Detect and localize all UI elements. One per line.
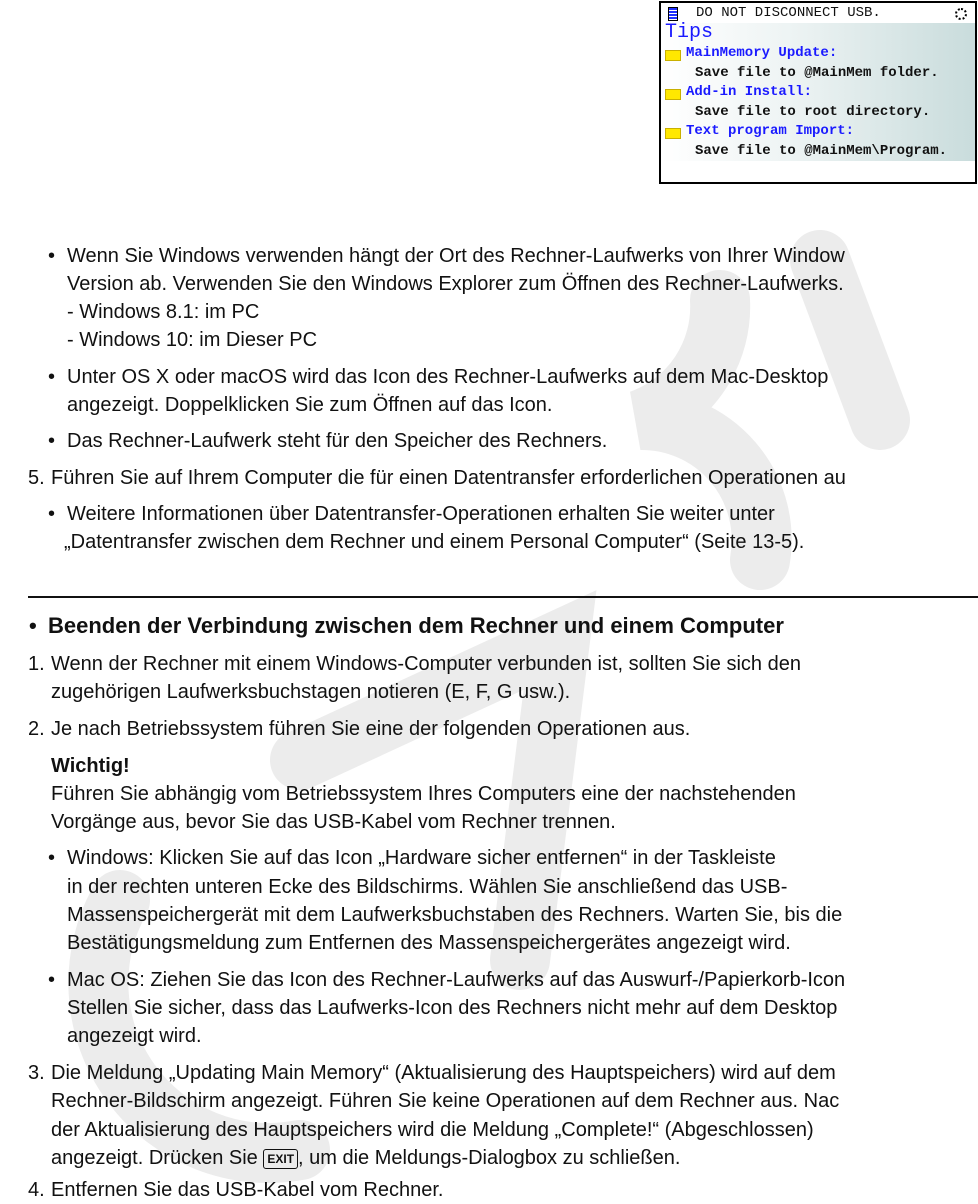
bullet: •: [48, 969, 56, 991]
pointer-icon: [665, 50, 681, 61]
text-line: Führen Sie auf Ihrem Computer die für einen Datentransfer erforderlichen Operationen au: [51, 467, 846, 489]
pointer-icon: [665, 128, 681, 139]
text-line-with-key: [51, 1146, 680, 1170]
text-line: in der rechten unteren Ecke des Bildschirms. Wählen Sie anschließend das USB-: [67, 876, 788, 898]
battery-icon: [668, 7, 678, 21]
bullet: •: [29, 613, 37, 638]
text-line: - Windows 10: im Dieser PC: [67, 329, 318, 351]
tip-detail: Save file to root directory.: [695, 104, 931, 120]
exit-key-icon: EXIT: [263, 1149, 298, 1169]
text-line: Die Meldung „Updating Main Memory“ (Aktualisierung des Hauptspeichers) wird auf dem: [51, 1062, 836, 1084]
step-number: 3.: [28, 1062, 45, 1084]
text-line: „Datentransfer zwischen dem Rechner und einem Personal Computer“ (Seite 13-5).: [64, 531, 805, 553]
step-number: 4.: [28, 1179, 45, 1201]
bullet: •: [48, 430, 56, 452]
text-line: Weitere Informationen über Datentransfer-Operationen erhalten Sie weiter unter: [67, 503, 775, 525]
bullet: •: [48, 366, 56, 388]
text-line: Vorgänge aus, bevor Sie das USB-Kabel vom Rechner trennen.: [51, 811, 616, 833]
text-line: Wenn Sie Windows verwenden hängt der Ort des Rechner-Laufwerks von Ihrer Window: [67, 245, 845, 267]
important-label: Wichtig!: [51, 755, 130, 777]
text-line: Wenn der Rechner mit einem Windows-Computer verbunden ist, sollten Sie sich den: [51, 653, 801, 675]
calculator-screen: [659, 1, 977, 184]
screen-title: Tips: [665, 21, 714, 44]
text-line: der Aktualisierung des Hauptspeichers wird die Meldung „Complete!“ (Abgeschlossen): [51, 1119, 814, 1141]
tip-heading: MainMemory Update:: [686, 45, 838, 61]
bullet: •: [48, 503, 56, 525]
text-line: Stellen Sie sicher, dass das Laufwerks-Icon des Rechners nicht mehr auf dem Desktop: [67, 997, 838, 1019]
section-heading: Beenden der Verbindung zwischen dem Rechner und einem Computer: [48, 613, 784, 638]
text-line: angezeigt. Doppelklicken Sie zum Öffnen auf das Icon.: [67, 394, 553, 416]
text-segment: , um die Meldungs-Dialogbox zu schließen.: [298, 1147, 681, 1169]
tip-detail: Save file to @MainMem\Program.: [695, 143, 948, 159]
step-number: 5.: [28, 467, 45, 489]
text-line: Mac OS: Ziehen Sie das Icon des Rechner-Laufwerks auf das Auswurf-/Papierkorb-Icon: [67, 969, 846, 991]
text-line: Das Rechner-Laufwerk steht für den Speicher des Rechners.: [67, 430, 608, 452]
bullet: •: [48, 245, 56, 267]
pointer-icon: [665, 89, 681, 100]
text-line: Bestätigungsmeldung zum Entfernen des Massenspeichergerätes angezeigt wird.: [67, 932, 791, 954]
section-divider: [28, 596, 978, 598]
text-line: Entfernen Sie das USB-Kabel vom Rechner.: [51, 1179, 444, 1201]
text-line: Rechner-Bildschirm angezeigt. Führen Sie keine Operationen auf dem Rechner aus. Nac: [51, 1090, 840, 1112]
text-line: Massenspeichergerät mit dem Laufwerksbuchstaben des Rechners. Warten Sie, bis die: [67, 904, 843, 926]
busy-icon: [955, 8, 967, 20]
status-text: DO NOT DISCONNECT USB.: [696, 5, 881, 21]
text-line: Führen Sie abhängig vom Betriebssystem Ihres Computers eine der nachstehenden: [51, 783, 796, 805]
text-line: angezeigt wird.: [67, 1025, 202, 1047]
tip-detail: Save file to @MainMem folder.: [695, 65, 939, 81]
text-line: - Windows 8.1: im PC: [67, 301, 260, 323]
text-line: Je nach Betriebssystem führen Sie eine der folgenden Operationen aus.: [51, 718, 691, 740]
text-segment: angezeigt. Drücken Sie: [51, 1147, 258, 1169]
text-line: Windows: Klicken Sie auf das Icon „Hardware sicher entfernen“ in der Taskleiste: [67, 847, 776, 869]
text-line: Version ab. Verwenden Sie den Windows Explorer zum Öffnen des Rechner-Laufwerks.: [67, 273, 844, 295]
text-line: Unter OS X oder macOS wird das Icon des Rechner-Laufwerks auf dem Mac-Desktop: [67, 366, 829, 388]
tip-heading: Add-in Install:: [686, 84, 813, 100]
tip-heading: Text program Import:: [686, 123, 855, 139]
text-line: zugehörigen Laufwerksbuchstagen notieren (E, F, G usw.).: [51, 681, 571, 703]
bullet: •: [48, 847, 56, 869]
step-number: 2.: [28, 718, 45, 740]
step-number: 1.: [28, 653, 45, 675]
